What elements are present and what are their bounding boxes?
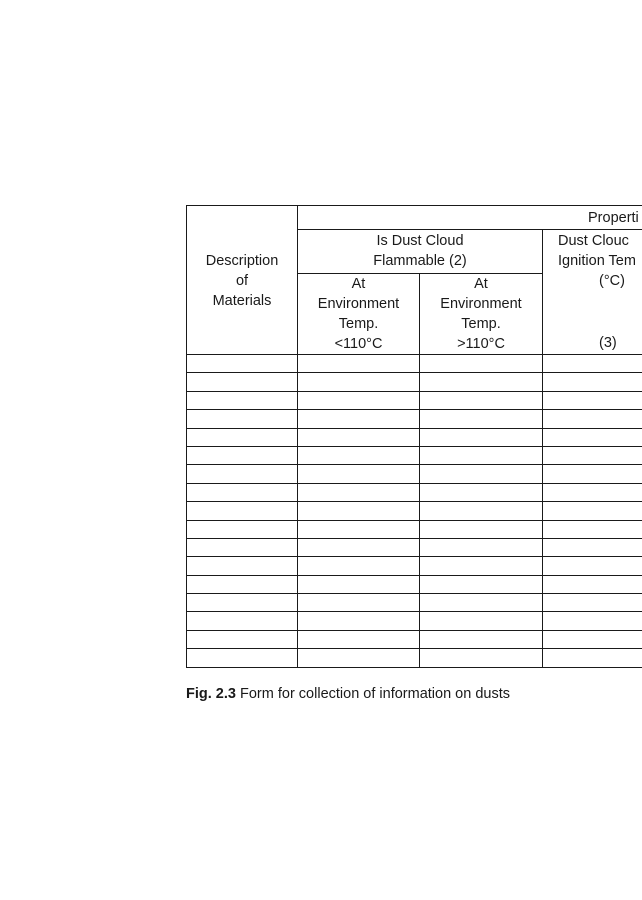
form-cell [187, 355, 298, 373]
form-cell [187, 649, 298, 667]
form-cell [298, 465, 420, 483]
form-cell [543, 428, 642, 446]
form-row [187, 483, 642, 501]
dust-information-form [186, 205, 642, 668]
description-header [187, 206, 298, 355]
form-cell [187, 502, 298, 520]
form-cell [420, 630, 543, 648]
form-row [187, 575, 642, 593]
form-row [187, 649, 642, 667]
form-cell [543, 649, 642, 667]
form-cell [420, 575, 543, 593]
form-cell [543, 483, 642, 501]
form-row [187, 520, 642, 538]
form-row [187, 594, 642, 612]
flammable-line: Flammable (2) [373, 253, 467, 269]
env-high-header [420, 274, 543, 355]
form-cell [298, 446, 420, 464]
form-cell [543, 391, 642, 409]
header-row-properties [187, 206, 642, 230]
form-cell [187, 538, 298, 556]
form-cell [298, 557, 420, 575]
properties-header [298, 206, 642, 230]
env-high-line: At [474, 276, 488, 292]
form-cell [187, 557, 298, 575]
form-cell [543, 538, 642, 556]
form-cell [420, 483, 543, 501]
form-cell [298, 538, 420, 556]
ignition-code: (3) [599, 335, 617, 351]
form-row [187, 391, 642, 409]
form-row [187, 428, 642, 446]
form-row [187, 630, 642, 648]
form-cell [420, 502, 543, 520]
ignition-line: Dust Clouc [558, 233, 629, 249]
form-cell [298, 594, 420, 612]
form-cell [420, 410, 543, 428]
form-cell [298, 391, 420, 409]
form-cell [187, 612, 298, 630]
form-cell [420, 355, 543, 373]
form-cell [543, 355, 642, 373]
form-cell [298, 410, 420, 428]
env-high-line: >110°C [457, 336, 505, 352]
form-entry-rows [187, 355, 642, 668]
form-cell [420, 649, 543, 667]
form-cell [187, 410, 298, 428]
form-row [187, 612, 642, 630]
form-row [187, 410, 642, 428]
form-cell [298, 520, 420, 538]
properties-label: Properti [588, 209, 639, 226]
form-cell [298, 373, 420, 391]
env-low-line: <110°C [334, 336, 383, 352]
form-cell [543, 575, 642, 593]
description-line: of [235, 273, 249, 289]
form-row [187, 373, 642, 391]
form-cell [187, 391, 298, 409]
env-low-line: At [351, 276, 366, 292]
form-row [187, 538, 642, 556]
form-cell [420, 612, 543, 630]
form-cell [187, 630, 298, 648]
figure-caption-text: Form for collection of information on dusts [240, 686, 510, 702]
env-low-header [298, 274, 420, 355]
form-cell [298, 355, 420, 373]
form-row [187, 502, 642, 520]
form-cell [187, 465, 298, 483]
flammable-header [298, 230, 543, 274]
form-cell [543, 410, 642, 428]
ignition-line: Ignition Tem [558, 253, 636, 269]
form-cell [187, 520, 298, 538]
form-cell [543, 594, 642, 612]
form-cell [298, 649, 420, 667]
form-cell [543, 373, 642, 391]
figure-caption [186, 686, 510, 702]
form-cell [420, 391, 543, 409]
form-cell [420, 465, 543, 483]
form-cell [420, 557, 543, 575]
form-cell [187, 428, 298, 446]
description-line: Materials [212, 293, 272, 309]
env-high-line: Temp. [461, 316, 501, 332]
form-cell [187, 373, 298, 391]
form-cell [187, 446, 298, 464]
form-cell [187, 594, 298, 612]
form-cell [420, 373, 543, 391]
env-low-line: Environment [317, 296, 400, 312]
form-cell [543, 502, 642, 520]
form-cell [298, 483, 420, 501]
form-row [187, 465, 642, 483]
form-cell [298, 575, 420, 593]
figure-number: Fig. 2.3 [186, 686, 236, 702]
form-cell [298, 502, 420, 520]
form-cell [543, 446, 642, 464]
form-cell [187, 483, 298, 501]
form-cell [543, 630, 642, 648]
ignition-unit: (°C) [599, 273, 625, 289]
form-row [187, 557, 642, 575]
env-high-line: Environment [440, 296, 522, 312]
form-cell [420, 428, 543, 446]
form-cell [543, 612, 642, 630]
form-row [187, 446, 642, 464]
form-cell [187, 575, 298, 593]
form-cell [420, 520, 543, 538]
form-cell [543, 465, 642, 483]
form-cell [420, 594, 543, 612]
env-low-line: Temp. [338, 316, 379, 332]
form-cell [298, 612, 420, 630]
form-cell [298, 428, 420, 446]
flammable-line: Is Dust Cloud [376, 233, 464, 249]
form-cell [420, 538, 543, 556]
form-cell [420, 446, 543, 464]
form-cell [543, 557, 642, 575]
form-row [187, 355, 642, 373]
form-cell [543, 520, 642, 538]
description-line: Description [205, 253, 279, 269]
ignition-header [543, 230, 642, 355]
form-cell [298, 630, 420, 648]
